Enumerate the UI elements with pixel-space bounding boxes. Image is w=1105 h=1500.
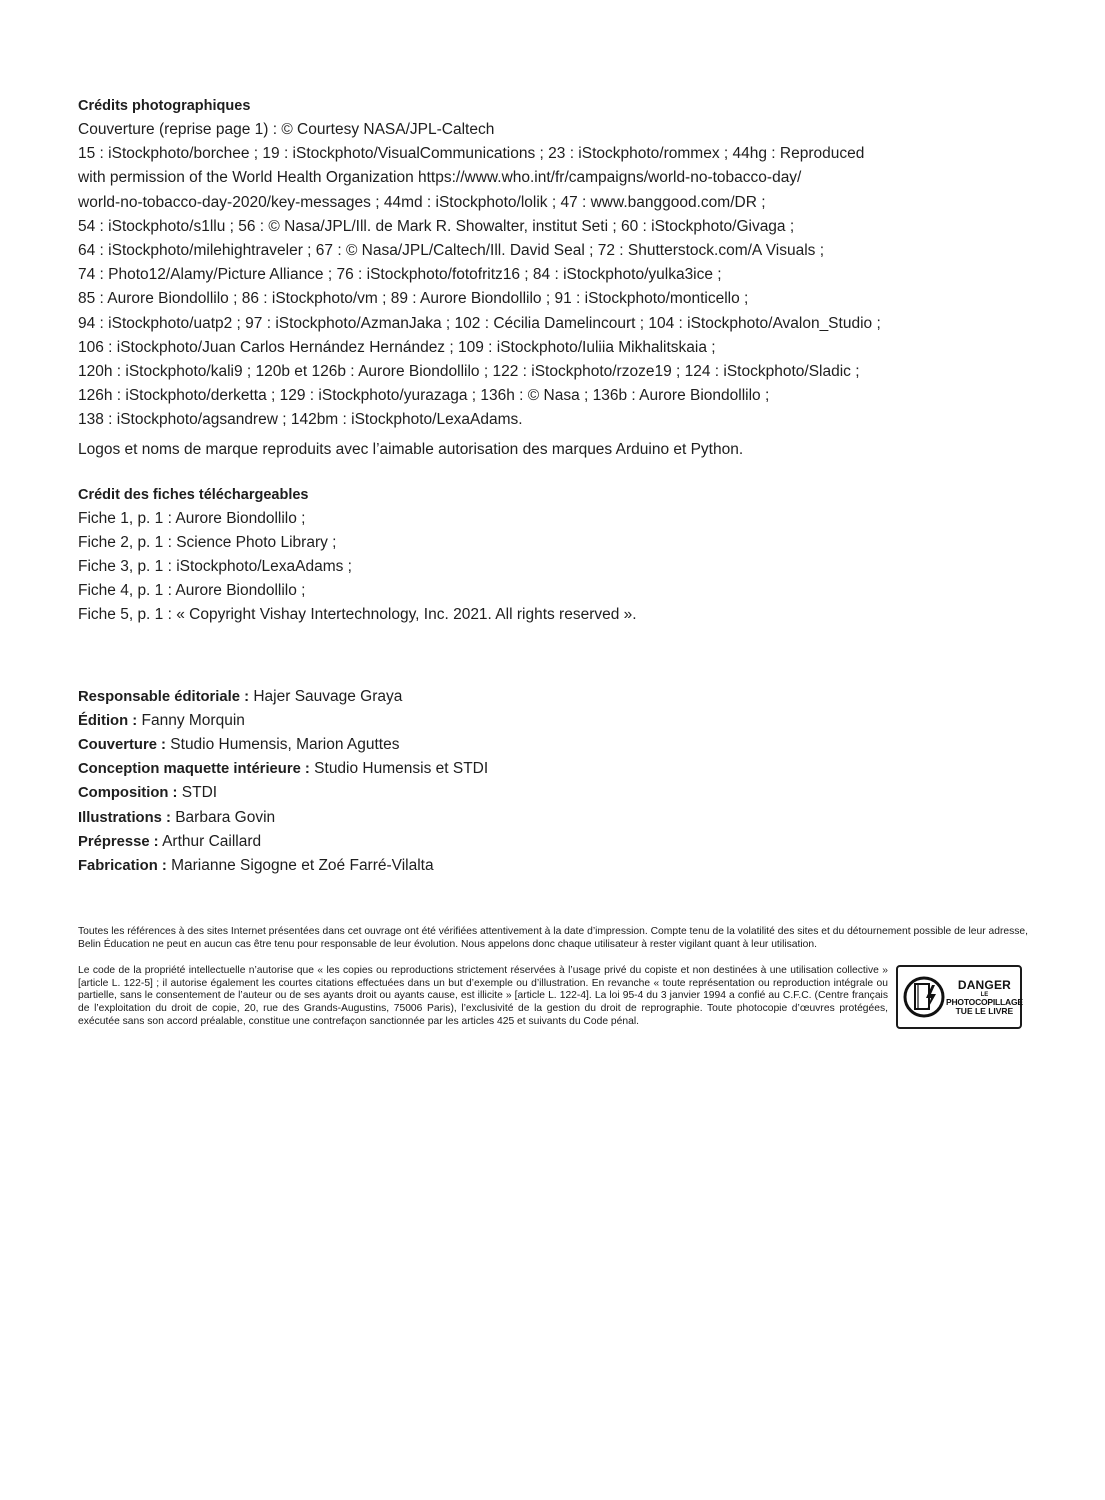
team-role: Responsable éditoriale : <box>78 688 250 705</box>
photo-credit-line: 64 : iStockphoto/milehightraveler ; 67 : © Nasa/JPL/Caltech/Ill. David Seal ; 72 : Shutterstock.com/A Visuals ; <box>78 242 825 260</box>
logos-note: Logos et noms de marque reproduits avec l’aimable autorisation des marques Arduino et Python. <box>78 440 744 458</box>
team-line <box>78 854 1038 878</box>
photo-credit-line: 74 : Photo12/Alamy/Picture Alliance ; 76 : iStockphoto/fotofritz16 ; 84 : iStockphoto/yulka3ice ; <box>78 266 722 284</box>
copyright-notice: Le code de la propriété intellectuelle n’autorise que « les copies ou reproductions strictement réservées à l’usage privé du copiste et non destinées à une utilisation collective » [article L. 122-5] ; il autorise également les courtes citations effectuées dans un but d’exemple ou d’illustration. En revanche « toute représentation ou reproduction intégrale ou partielle, sans le consentement de l’auteur ou de ses ayants droit ou ayants cause, est illicite » [article L. 122-4]. La loi 95-4 du 3 janvier 1994 a confié au C.F.C. (Centre français de l’exploitation du droit de copie, 20, rue des Grands-Augustins, 75006 Paris), l’exclusivité de la gestion du droit de reprographie. Toute photocopie d’œuvres protégées, exécutée sans son accord préalable, constitue une contrefaçon sanctionnée par les articles 425 et suivants du Code pénal. <box>78 965 888 1027</box>
team-role: Fabrication : <box>78 858 167 875</box>
team-role: Édition : <box>78 712 138 729</box>
fiche-credit-line: Fiche 5, p. 1 : « Copyright Vishay Intertechnology, Inc. 2021. All rights reserved ». <box>78 606 637 624</box>
photo-credits-title: Crédits photographiques <box>78 98 251 114</box>
photo-credit-line: 15 : iStockphoto/borchee ; 19 : iStockphoto/VisualCommunications ; 23 : iStockphoto/rommex ; 44hg : Reproduced <box>78 145 865 163</box>
credits-page <box>78 94 1038 878</box>
team-name: Hajer Sauvage Graya <box>253 687 403 705</box>
photo-credit-line: world-no-tobacco-day-2020/key-messages ; 44md : iStockphoto/lolik ; 47 : www.banggood.com/DR ; <box>78 193 766 211</box>
danger-photocopillage-badge <box>896 965 1022 1029</box>
team-line <box>78 830 1038 854</box>
team-line <box>78 806 1038 830</box>
photo-credit-line: 120h : iStockphoto/kali9 ; 120b et 126b : Aurore Biondollilo ; 122 : iStockphoto/rzoze19 ; 124 : iStockphoto/Sladic ; <box>78 363 860 381</box>
team-line <box>78 757 1038 781</box>
photo-credits-section <box>78 94 1038 462</box>
fiches-credits-section <box>78 483 1038 628</box>
photocopy-danger-icon <box>902 972 946 1022</box>
team-name: Studio Humensis, Marion Aguttes <box>170 736 400 754</box>
team-name: Arthur Caillard <box>162 832 262 850</box>
team-role: Couverture : <box>78 737 166 754</box>
team-name: Marianne Sigogne et Zoé Farré-Vilalta <box>171 857 434 875</box>
team-line <box>78 709 1038 733</box>
team-role: Composition : <box>78 785 178 802</box>
photo-credit-line: 126h : iStockphoto/derketta ; 129 : iStockphoto/yurazaga ; 136h : © Nasa ; 136b : Aurore Biondollilo ; <box>78 387 770 405</box>
fiche-credit-line: Fiche 3, p. 1 : iStockphoto/LexaAdams ; <box>78 558 352 576</box>
photo-credit-line: Couverture (reprise page 1) : © Courtesy NASA/JPL-Caltech <box>78 121 495 138</box>
team-name: STDI <box>181 784 218 802</box>
photo-credit-line: 106 : iStockphoto/Juan Carlos Hernández Hernández ; 109 : iStockphoto/Iuliia Mikhalitskaia ; <box>78 338 716 356</box>
team-line <box>78 781 1038 805</box>
photo-credit-line: 138 : iStockphoto/agsandrew ; 142bm : iStockphoto/LexaAdams. <box>78 411 523 429</box>
photo-credit-line: with permission of the World Health Organization https://www.who.int/fr/campaigns/world-no-tobacco-day/ <box>78 169 802 187</box>
danger-line-4: TUE LE LIVRE <box>955 1005 1014 1016</box>
fiche-credit-line: Fiche 1, p. 1 : Aurore Biondollilo ; <box>78 509 306 527</box>
team-name: Barbara Govin <box>175 808 276 826</box>
copyright-row <box>78 965 1028 1029</box>
team-line <box>78 733 1038 757</box>
danger-badge-text <box>946 979 1023 1015</box>
fiche-credit-line: Fiche 4, p. 1 : Aurore Biondollilo ; <box>78 582 306 600</box>
editorial-team-section <box>78 685 1038 879</box>
fiche-credit-line: Fiche 2, p. 1 : Science Photo Library ; <box>78 533 337 551</box>
photo-credit-line: 54 : iStockphoto/s1llu ; 56 : © Nasa/JPL/Ill. de Mark R. Showalter, institut Seti ; 60 : iStockphoto/Givaga ; <box>78 217 795 235</box>
team-name: Fanny Morquin <box>141 711 245 729</box>
team-role: Conception maquette intérieure : <box>78 761 310 778</box>
photo-credit-line: 85 : Aurore Biondollilo ; 86 : iStockphoto/vm ; 89 : Aurore Biondollilo ; 91 : iStockphoto/monticello ; <box>78 290 749 308</box>
danger-line-3: PHOTOCOPILLAGE <box>946 997 1023 1008</box>
internet-notice: Toutes les références à des sites Internet présentées dans cet ouvrage ont été vérifiées attentivement à la date d’impression. Compte tenu de la volatilité des sites et du détournement possible de leur adresse, Belin Éducation ne peut en aucun cas être tenu pour responsable de leur évolution. Nous appelons donc chaque utilisateur à rester vigilant quant à leur utilisation. <box>78 926 1028 950</box>
fiches-credits-title: Crédit des fiches téléchargeables <box>78 486 309 503</box>
danger-line-1: DANGER <box>957 978 1012 993</box>
team-role: Illustrations : <box>78 809 171 826</box>
legal-notices <box>78 926 1028 1029</box>
team-line <box>78 685 1038 709</box>
team-name: Studio Humensis et STDI <box>314 760 489 778</box>
team-role: Prépresse : <box>78 833 159 850</box>
photo-credit-line: 94 : iStockphoto/uatp2 ; 97 : iStockphoto/AzmanJaka ; 102 : Cécilia Damelincourt ; 104 : iStockphoto/Avalon_Studio ; <box>78 314 881 332</box>
danger-line-2: LE <box>980 992 989 999</box>
